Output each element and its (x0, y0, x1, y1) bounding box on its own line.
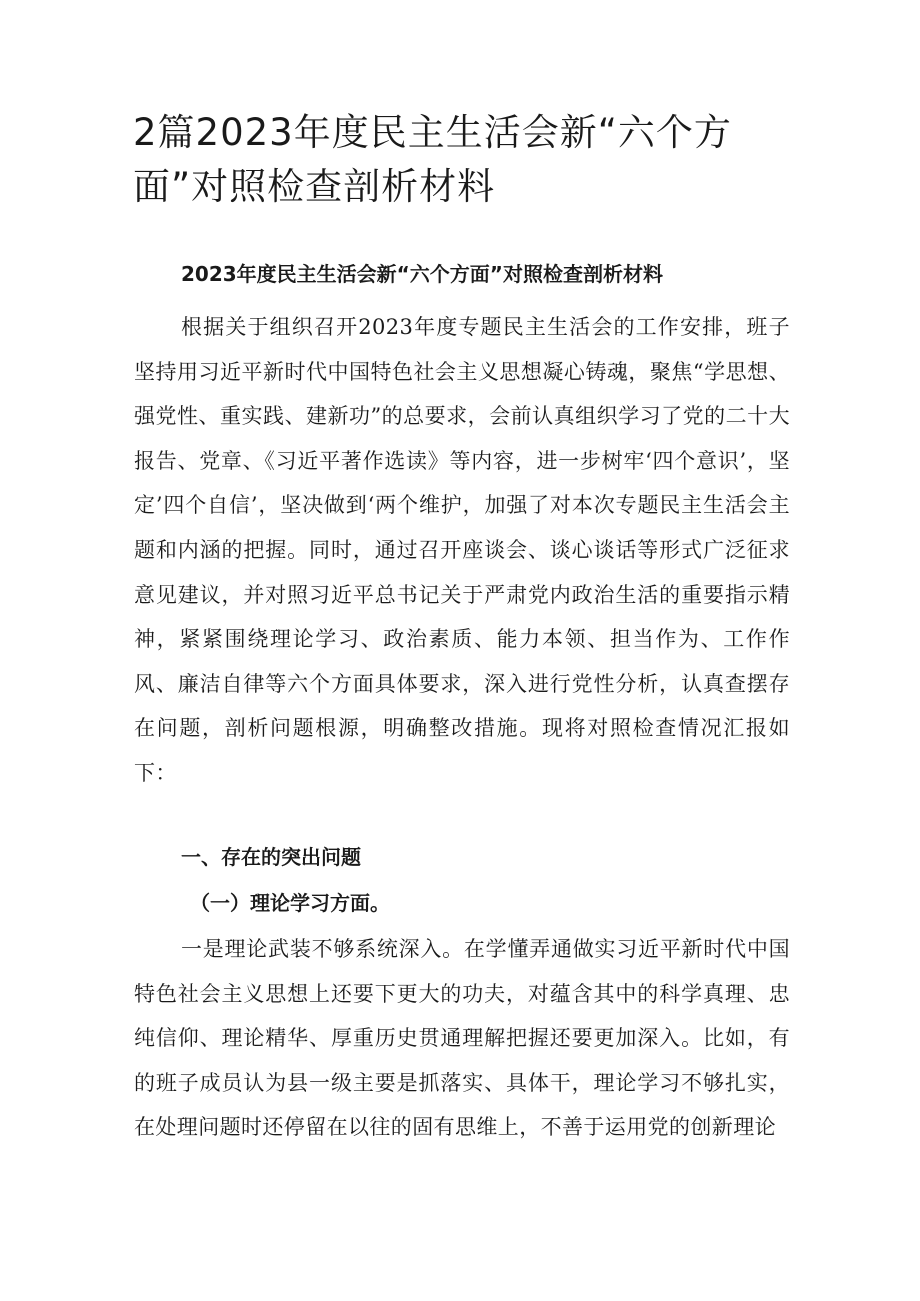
subsection-heading: （一）理论学习方面。 (190, 891, 390, 915)
section-heading: 一、存在的突出问题 (181, 845, 361, 869)
intro-paragraph: 根据关于组织召开2023年度专题民主生活会的工作安排，班子坚持用习近平新时代中国特色社会主义思想凝心铸魂，聚焦“学思想、强党性、重实践、建新功”的总要求，会前认真组织学习了党的二十大报告、党章、《习近平著作选读》等内容，进一步树牢‘四个意识’，坚定’四个自信’，坚决做到‘两个维护，加强了对本次专题民主生活会主题和内涵的把握。同时，通过召开座谈会、谈心谈话等形式广泛征求意见建议，并对照习近平总书记关于严肃党内政治生活的重要指示精神，紧紧围绕理论学习、政治素质、能力本领、担当作为、工作作风、廉洁自律等六个方面具体要求，深入进行党性分析，认真查摆存在问题，剖析问题根源，明确整改措施。现将对照检查情况汇报如下： (134, 315, 790, 785)
body-paragraph: 一是理论武装不够系统深入。在学懂弄通做实习近平新时代中国特色社会主义思想上还要下更大的功夫，对蕴含其中的科学真理、忠纯信仰、理论精华、厚重历史贯通理解把握还要更加深入。比如，有的班子成员认为县一级主要是抓落实、具体干，理论学习不够扎实，在处理问题时还停留在以往的固有思维上，不善于运用党的创新理论 (134, 937, 790, 1140)
document-subtitle: 2023年度民主生活会新“六个方面”对照检查剖析材料 (181, 262, 663, 286)
document-title: 2篇2023年度民主生活会新“六个方面”对照检查剖析材料 (133, 111, 732, 208)
